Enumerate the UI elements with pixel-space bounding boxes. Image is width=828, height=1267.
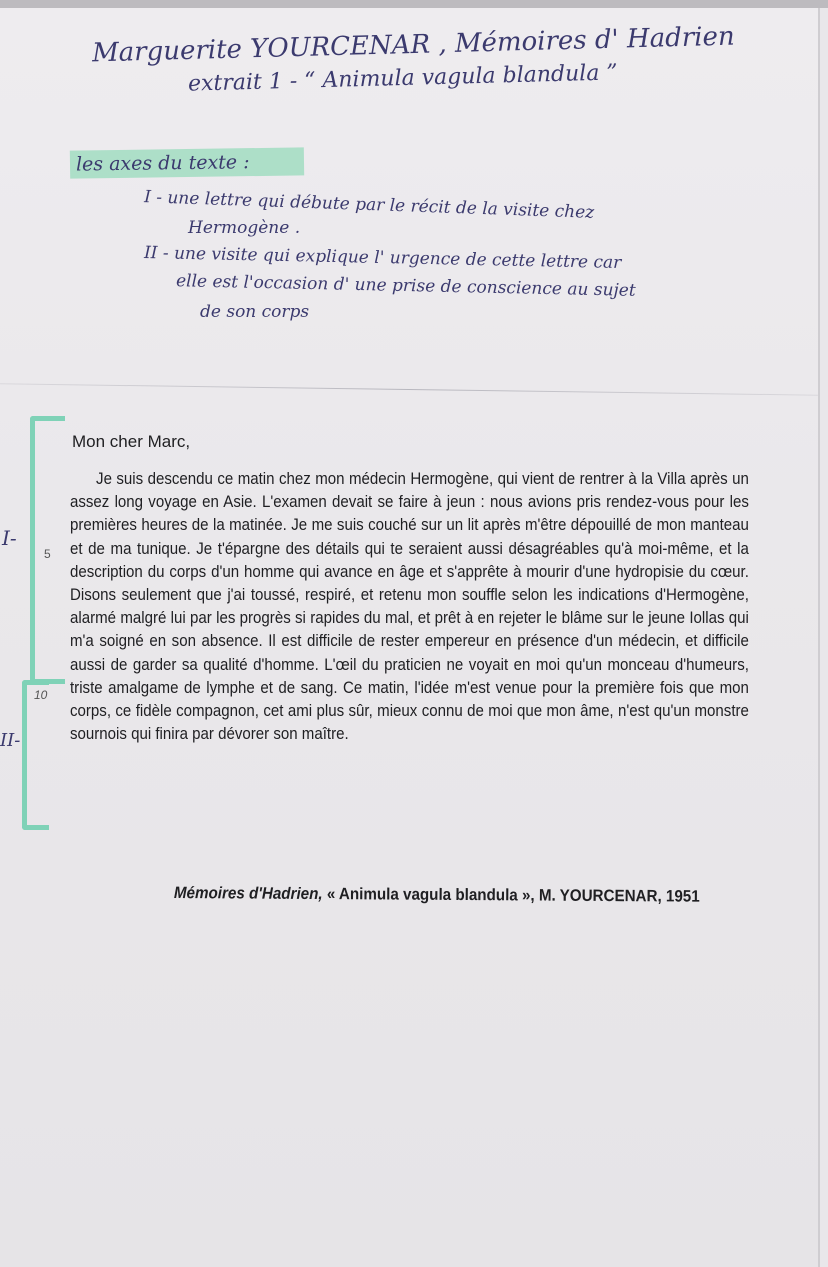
axis-1-number: I - — [143, 187, 163, 208]
axis-2-text: une visite qui explique l' urgence de cette lettre car — [173, 243, 622, 273]
line-number-5: 5 — [44, 547, 51, 561]
axis-2-line1 — [144, 243, 622, 273]
handwritten-subtitle: extrait 1 - “ Animula vagula blandula ” — [187, 60, 618, 97]
axes-highlighted-label: les axes du texte : — [70, 147, 304, 178]
letter-greeting: Mon cher Marc, — [72, 432, 191, 451]
axis-1-line2: Hermogène . — [188, 218, 301, 238]
source-citation — [174, 884, 700, 907]
notebook-page — [0, 8, 820, 1267]
line-number-10: 10 — [34, 688, 48, 702]
margin-part-2: II- — [0, 730, 21, 751]
citation-work: Mémoires d'Hadrien, — [173, 884, 323, 904]
handwritten-title: Marguerite YOURCENAR , Mémoires d' Hadrien — [91, 21, 736, 69]
letter-body: Je suis descendu ce matin chez mon médecin Hermogène, qui vient de rentrer à la Villa après un assez long voyage en Asie. L'examen devait se faire à jeun : nous avions pris rendez-vous pour les premières heures de la matinée. Je me suis couché sur un lit après m'être dépouillé de mon manteau et de ma tunique. Je t'épargne des détails qui te seraient aussi désagréables qu'à moi-même, et la description du corps d'un homme qui avance en âge et s'apprête à mourir d'une hydropisie du cœur. Disons seulement que j'ai toussé, respiré, et retenu mon souffle selon les indications d'Hermogène, alarmé malgré lui par les progrès si rapides du mal, et prêt à en rejeter le blâme sur le jeune Iollas qui m'a soigné en son absence. Il est difficile de rester empereur en présence d'un médecin, et difficile aussi de garder sa qualité d'homme. L'œil du praticien ne voyait en moi qu'un monceau d'humeurs, triste amalgame de lymphe et de sang. Ce matin, l'idée m'est venue pour la première fois que mon corps, ce fidèle compagnon, cet ami plus sûr, mieux connu de moi que mon âme, n'est qu'un monstre sournois qui finira par dévorer son maître. — [70, 470, 749, 744]
axis-1-text: une lettre qui débute par le récit de la visite chez — [167, 187, 595, 223]
citation-rest: « Animula vagula blandula », M. YOURCENAR, 1951 — [326, 885, 700, 906]
part-2-bracket — [22, 680, 49, 830]
page-top-edge — [0, 0, 828, 8]
axis-2-line3: de son corps — [200, 302, 310, 322]
axis-2-number: II - — [143, 243, 169, 264]
margin-part-1: I- — [2, 526, 17, 550]
page-fold-line — [0, 383, 818, 395]
axis-2-line2: elle est l'occasion d' une prise de conscience au sujet — [175, 271, 636, 301]
